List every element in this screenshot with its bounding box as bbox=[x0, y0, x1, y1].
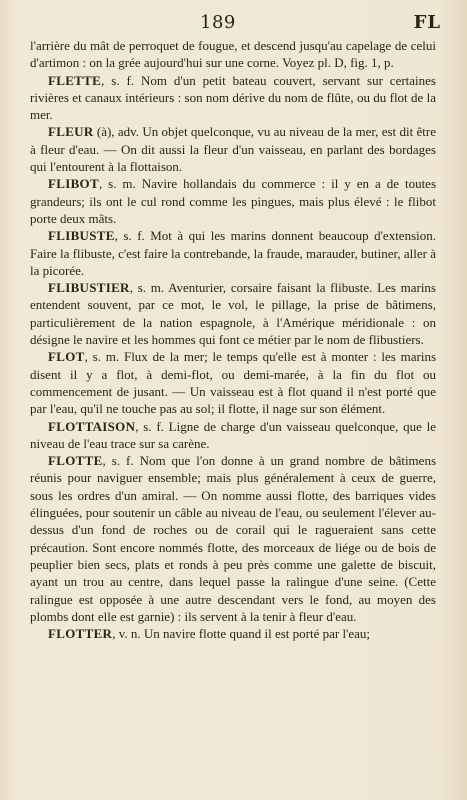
entry-grammar: , s. f. bbox=[114, 228, 145, 244]
page-number: 189 bbox=[200, 12, 236, 33]
entry-grammar: , s. m. bbox=[84, 349, 120, 365]
entry-definition: Un objet quelconque, vu au niveau de la mer, est dit être à fleur d'eau. — On dit aussi la fleur d'un vaisseau, en parlant des bordages qui l'entourent à la flottaison. bbox=[30, 124, 436, 175]
entry-definition: Mot à qui les marins donnent beaucoup d'extension. Faire la flibuste, c'est faire la contrebande, la fraude, marauder, butiner, aller à la picorée. bbox=[30, 228, 437, 278]
entry-flot bbox=[30, 348, 436, 417]
entry-definition: Ligne de charge d'un vaisseau quelconque, que le niveau de l'eau trace sur sa carène. bbox=[30, 418, 437, 451]
entry-definition: Nom que l'on donne à un grand nombre de bâtimens réunis pour naviguer ensemble; mais plus généralement à ceux de guerre, sous les ordres d'un amiral. — On nomme aussi flotte, des barriques vides élinguées, pour soutenir un câble au niveau de l'eau, ou seulement l'élever au-dessus d'un fond de roches ou de corail qui le ragueraient sans cette précaution. Sont encore nommés flotte, des morceaux de liége ou de bois de peuplier bien secs, plats et ronds à peu près comme une galette de biscuit, ayant un trou au centre, dans lequel passe la ralingue d'une seine. (Cette ralingue est opposée à une autre descendant vers le fond, au moyen des plombs dont elle est garnie) : ils servent à la tenir à fleur d'eau. bbox=[30, 453, 436, 624]
entry-grammar: , s. m. bbox=[98, 176, 136, 192]
running-head: FL bbox=[413, 12, 441, 33]
page-header bbox=[0, 12, 467, 38]
entry-definition: Nom d'un petit bateau couvert, servant sur certaines rivières et canaux intérieurs : son nom dérive du nom de flûte, ou du flot de la mer. bbox=[30, 72, 436, 123]
entry-flibot bbox=[30, 175, 436, 227]
dictionary-text bbox=[30, 37, 436, 642]
entry-headword: FLIBOT bbox=[48, 176, 99, 192]
entry-flibuste bbox=[30, 227, 436, 279]
entry-grammar: , v. n. bbox=[112, 626, 141, 642]
entry-headword: FLOTTE bbox=[48, 453, 103, 469]
entry-headword: FLOT bbox=[48, 349, 85, 365]
entry-definition: Un navire flotte quand il est porté par l'eau; bbox=[140, 626, 371, 642]
entry-headword: FLOTTAISON bbox=[48, 418, 136, 434]
entry-headword: FLOTTER bbox=[48, 626, 113, 642]
entry-grammar: , s. f. bbox=[101, 72, 135, 88]
entry-grammar: , s. f. bbox=[102, 453, 134, 469]
entry-definition: l'arrière du mât de perroquet de fougue, et descend jusqu'au capelage de celui d'artimon : on la grée aujourd'hui sur une corne. Voyez pl. D, fig. 1, p. bbox=[30, 38, 436, 71]
entry-headword: FLEUR bbox=[48, 124, 94, 140]
entry-flette bbox=[30, 72, 436, 124]
entry-headword: FLIBUSTE bbox=[48, 228, 115, 244]
entry-flottaison bbox=[30, 418, 436, 453]
entry-flotte bbox=[30, 452, 436, 625]
entry-grammar: , s. f. bbox=[135, 418, 164, 434]
entry-continuation bbox=[30, 37, 436, 72]
entry-grammar: (à), adv. bbox=[93, 124, 140, 140]
entry-definition: Navire hollandais du commerce : il y en a de toutes grandeurs; ils ont le cul rond comme les pingues, mais plus élevé : le flibot porte deux mâts. bbox=[30, 176, 437, 226]
entry-fleur bbox=[30, 123, 436, 175]
entry-definition: Aventurier, corsaire faisant la flibuste. Les marins entendent souvent, par ce mot, le vol, le pillage, la prise de bâtimens, particulièrement de la nation espagnole, à l'Amérique méridionale : on désigne le navire et les hommes qui font ce métier par le nom de flibustiers. bbox=[30, 280, 436, 348]
entry-headword: FLETTE bbox=[48, 72, 102, 88]
entry-flibustier bbox=[30, 279, 436, 348]
entry-flotter bbox=[30, 625, 436, 642]
entry-grammar: , s. m. bbox=[129, 280, 165, 296]
entry-headword: FLIBUSTIER bbox=[48, 280, 130, 296]
entry-definition: Flux de la mer; le temps qu'elle est à monter : les marins disent il y a flot, à demi-flot, ou demi-marée, à la fin du flot ou commencement de jusant. — Un vaisseau est à flot quand il n'est porté que par l'eau, qu'il ne touche pas au sol; il flotte, il nage sur son élément. bbox=[30, 349, 437, 417]
